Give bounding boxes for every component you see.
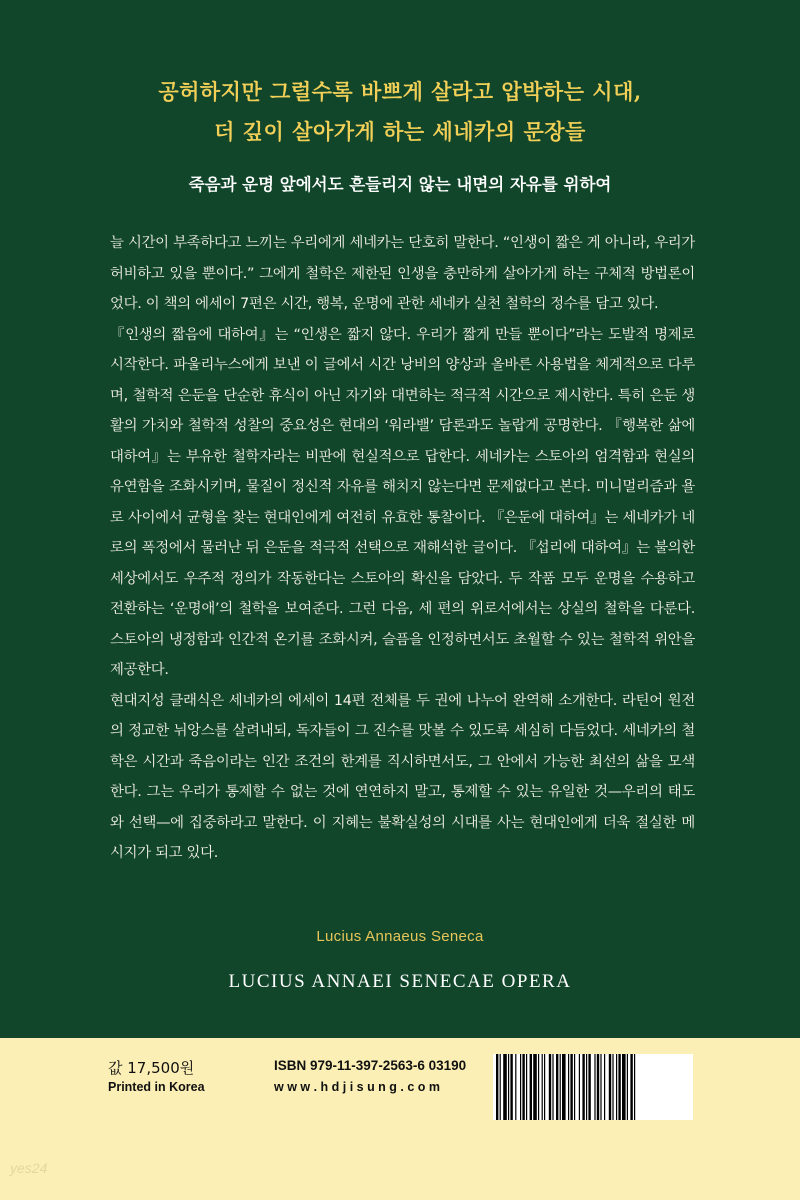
barcode-bar [508, 1054, 509, 1120]
barcode-bar [522, 1054, 524, 1120]
barcode-bar [627, 1054, 628, 1120]
barcode-bar [510, 1054, 512, 1120]
barcode-bar [618, 1054, 620, 1120]
headline-line-1: 공허하지만 그럴수록 바쁘게 살라고 압박하는 시대, [158, 79, 642, 104]
barcode-bar [579, 1054, 580, 1120]
barcode-bar [582, 1054, 584, 1120]
barcode-bar [515, 1054, 516, 1120]
barcode-bar [609, 1054, 611, 1120]
author-latin-name: Lucius Annaeus Seneca [316, 928, 484, 945]
barcode-bar [562, 1054, 566, 1120]
website: w w w . h d j i s u n g . c o m [274, 1080, 440, 1094]
barcode-bar [594, 1054, 595, 1120]
body-paragraph-2: 『인생의 짧음에 대하여』는 “인생은 짧지 않다. 우리가 짧게 만들 뿐이다”라는 도발적 명제로 시작한다. 파울리누스에게 보낸 이 글에서 시간 낭비의 양상과 올바른 사용법을 체계적으로 다루며, 철학적 은둔을 단순한 휴식이 아닌 자기와 대면하는 적극적 시간으로 제시한다. 특히 은둔 생활의 가치와 철학적 성찰의 중요성은 현대의 ‘워라밸’ 담론과도 놀랍게 공명한다. 『행복한 삶에 대하여』는 부유한 철학자라는 비판에 현실적으로 답한다. 세네카는 스토아의 엄격함과 현실의 유연함을 조화시키며, 물질이 정신적 자유를 해치지 않는다면 문제없다고 본다. 미니멀리즘과 욜로 사이에서 균형을 찾는 현대인에게 여전히 유효한 통찰이다. 『은둔에 대하여』는 세네카가 네로의 폭정에서 물러난 뒤 은둔을 적극적 선택으로 재해석한 글이다. 『섭리에 대하여』는 불의한 세상에서도 우주적 정의가 작동한다는 스토아의 확신을 담았다. 두 작품 모두 운명을 수용하고 전환하는 ‘운명애’의 철학을 보여준다. 그런 다음, 세 편의 위로서에서는 상실의 철학을 다룬다. 스토아의 냉정함과 인간적 온기를 조화시켜, 슬픔을 인정하면서도 초월할 수 있는 철학적 위안을 제공한다. [110, 326, 695, 678]
barcode-bar [634, 1054, 635, 1120]
barcode-bar [616, 1054, 617, 1120]
printed-in-korea: Printed in Korea [108, 1080, 205, 1094]
barcode-bar [588, 1054, 590, 1120]
barcode-bar [630, 1054, 632, 1120]
barcode-bar [500, 1054, 501, 1120]
body-text [110, 228, 695, 869]
barcode-bar [560, 1054, 561, 1120]
isbn: ISBN 979-11-397-2563-6 03190 [274, 1058, 467, 1073]
barcode-bar [549, 1054, 551, 1120]
barcode-bar [604, 1054, 605, 1120]
barcode-bar [556, 1054, 558, 1120]
barcode-bar [586, 1054, 587, 1120]
barcode-bar [530, 1054, 532, 1120]
barcode-bar [544, 1054, 545, 1120]
barcode-bar [574, 1054, 575, 1120]
price: 값 17,500원 [108, 1059, 195, 1077]
barcode-bar [570, 1054, 572, 1120]
barcode-bar [622, 1054, 626, 1120]
barcode-bar [538, 1054, 539, 1120]
barcode-bar [526, 1054, 527, 1120]
watermark: yes24 [10, 1160, 48, 1176]
barcode-icon [493, 1054, 693, 1120]
subheadline: 죽음과 운명 앞에서도 흔들리지 않는 내면의 자유를 위하여 [188, 175, 612, 194]
barcode-bar [612, 1054, 613, 1120]
barcode-bar [600, 1054, 601, 1120]
barcode-bar [542, 1054, 543, 1120]
barcode-bar [597, 1054, 599, 1120]
barcode-bar [503, 1054, 507, 1120]
barcode-bar [568, 1054, 569, 1120]
barcode-bar [496, 1054, 498, 1120]
body-paragraph-3: 현대지성 클래식은 세네카의 에세이 14편 전체를 두 권에 나누어 완역해 소개한다. 라틴어 원전의 정교한 뉘앙스를 살려내되, 독자들이 그 진수를 맛볼 수 있도록 세심히 다듬었다. 세네카의 철학은 시간과 죽음이라는 인간 조건의 한계를 직시하면서도, 그 안에서 가능한 최선의 삶을 모색한다. 그는 우리가 통제할 수 없는 것에 연연하지 말고, 통제할 수 있는 유일한 것—우리의 태도와 선택—에 집중하라고 말한다. 이 지혜는 불확실성의 시대를 사는 현대인에게 더욱 절실한 메시지가 되고 있다. [110, 692, 695, 861]
barcode-bar [552, 1054, 553, 1120]
headline-line-2: 더 깊이 살아가게 하는 세네카의 문장들 [214, 119, 586, 144]
barcode-bar [520, 1054, 521, 1120]
body-paragraph-1: 늘 시간이 부족하다고 느끼는 우리에게 세네카는 단호히 말한다. “인생이 짧은 게 아니라, 우리가 허비하고 있을 뿐이다.” 그에게 철학은 제한된 인생을 충만하게 살아가게 하는 구체적 방법론이었다. 이 책의 에세이 7편은 시간, 행복, 운명에 관한 세네카 실천 철학의 정수를 담고 있다. [110, 235, 695, 312]
series-title: LUCIUS ANNAEI SENECAE OPERA [228, 971, 572, 992]
barcode-bar [533, 1054, 537, 1120]
